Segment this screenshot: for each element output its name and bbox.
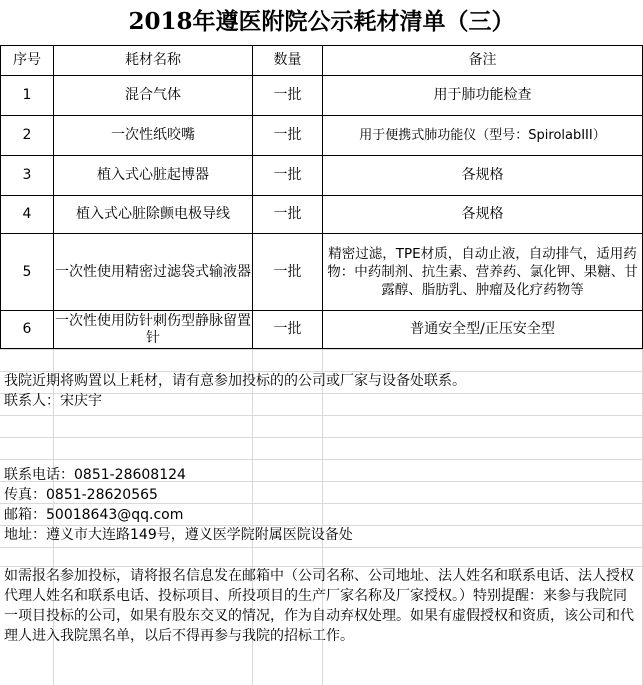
row-qty: 一批 [253,156,323,196]
row-name: 一次性使用防针刺伤型静脉留置针 [54,311,253,349]
notice-text: 我院近期将购置以上耗材，请有意参加投标的的公司或厂家与设备处联系。 [4,373,466,389]
row-name: 植入式心脏除颤电极导线 [54,196,253,234]
bidding-instructions: 如需报名参加投标，请将报名信息发在邮箱中（公司名称、公司地址、法人姓名和联系电话、法人授权代理人姓名和联系电话、投标项目、所投项目的生产厂家名称及厂家授权。）特别提醒：来参与我院同一项目投标的公司，如果有股东交叉的情况，作为自动弃权处理。如果有虚假授权和资质，该公司和代理人进入我院黑名单，以后不得再参与我院的招标工作。 [4,568,634,644]
table-row [1,76,643,116]
table-row [1,234,643,311]
contact-fax: 传真：0851-28620565 [4,487,158,503]
row-no: 2 [1,116,54,156]
contact-phone: 联系电话：0851-28608124 [4,467,186,483]
contact-person: 联系人：宋庆宇 [4,393,102,409]
row-name: 一次性使用精密过滤袋式输液器 [54,234,253,311]
header-name: 耗材名称 [54,46,253,76]
document-title: 2018年遵医附院公示耗材清单（三） [128,8,515,35]
table-row [1,156,643,196]
row-no: 5 [1,234,54,311]
row-remark: 用于便携式肺功能仪（型号：SpirolabIII） [323,116,643,156]
row-remark: 用于肺功能检查 [323,76,643,116]
row-no: 6 [1,311,54,349]
row-qty: 一批 [253,76,323,116]
table-row [1,196,643,234]
row-name: 植入式心脏起博器 [54,156,253,196]
table-row [1,116,643,156]
contact-email: 邮箱：50018643@qq.com [4,507,184,523]
header-no: 序号 [1,46,54,76]
row-no: 1 [1,76,54,116]
row-qty: 一批 [253,234,323,311]
row-qty: 一批 [253,311,323,349]
row-remark: 普通安全型/正压安全型 [323,311,643,349]
contact-address: 地址：遵义市大连路149号，遵义医学院附属医院设备处 [4,527,353,543]
row-remark: 精密过滤，TPE材质，自动止液，自动排气，适用药物：中药制剂、抗生素、营养药、氯化钾、果糖、甘露醇、脂肪乳、肿瘤及化疗药物等 [323,234,643,311]
header-remark: 备注 [323,46,643,76]
row-no: 4 [1,196,54,234]
row-name: 混合气体 [54,76,253,116]
table-row [1,311,643,349]
row-remark: 各规格 [323,196,643,234]
table-header-row [1,46,643,76]
row-remark: 各规格 [323,156,643,196]
row-no: 3 [1,156,54,196]
header-qty: 数量 [253,46,323,76]
row-qty: 一批 [253,196,323,234]
consumables-table [0,45,643,349]
row-name: 一次性纸咬嘴 [54,116,253,156]
row-qty: 一批 [253,116,323,156]
